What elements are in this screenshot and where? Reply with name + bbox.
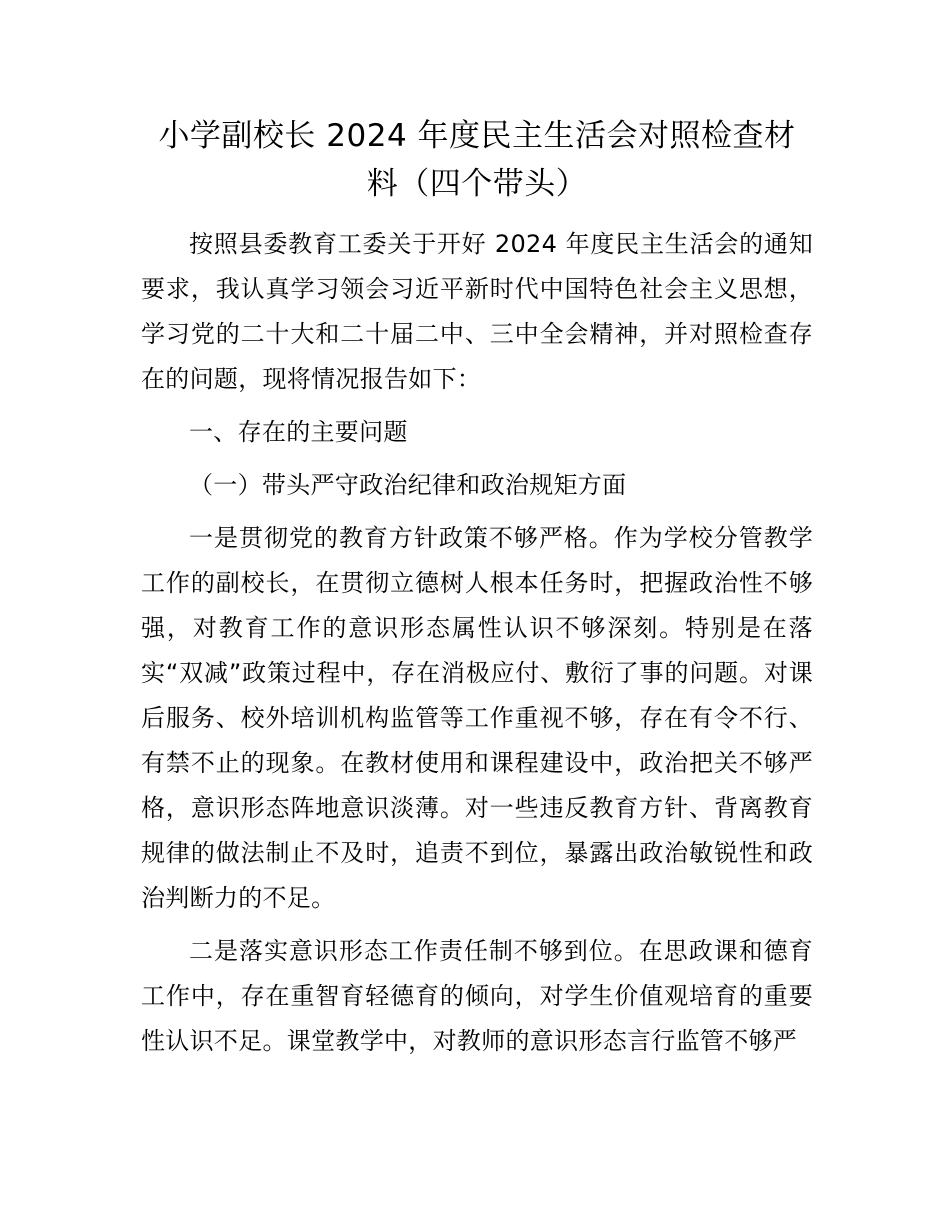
intro-paragraph: 按照县委教育工委关于开好 2024 年度民主生活会的通知要求，我认真学习领会习近平新时代中国特色社会主义思想，学习党的二十大和二十届二中、三中全会精神，并对照检查存在的问题，现将情况报告如下：: [141, 230, 813, 393]
title-line-1: 小学副校长 2024 年度民主生活会对照检查材: [158, 118, 796, 154]
document-title: [141, 112, 813, 208]
title-line-2: 料（四个带头）: [366, 166, 588, 202]
document-page: [141, 112, 813, 1064]
subsection-heading: （一）带头严守政治纪律和政治规矩方面: [189, 471, 627, 499]
section-heading: 一、存在的主要问题: [189, 418, 408, 446]
body-paragraph-point-2: 二是落实意识形态工作责任制不够到位。在思政课和德育工作中，存在重智育轻德育的倾向，对学生价值观培育的重要性认识不足。课堂教学中，对教师的意识形态言行监管不够严: [141, 937, 813, 1055]
body-paragraph-point-1: 一是贯彻党的教育方针政策不够严格。作为学校分管教学工作的副校长，在贯彻立德树人根本任务时，把握政治性不够强，对教育工作的意识形态属性认识不够深刻。特别是在落实“双减”政策过程中，存在消极应付、敷衍了事的问题。对课后服务、校外培训机构监管等工作重视不够，存在有令不行、有禁不止的现象。在教材使用和课程建设中，政治把关不够严格，意识形态阵地意识淡薄。对一些违反教育方针、背离教育规律的做法制止不及时，追责不到位，暴露出政治敏锐性和政治判断力的不足。: [141, 524, 813, 912]
